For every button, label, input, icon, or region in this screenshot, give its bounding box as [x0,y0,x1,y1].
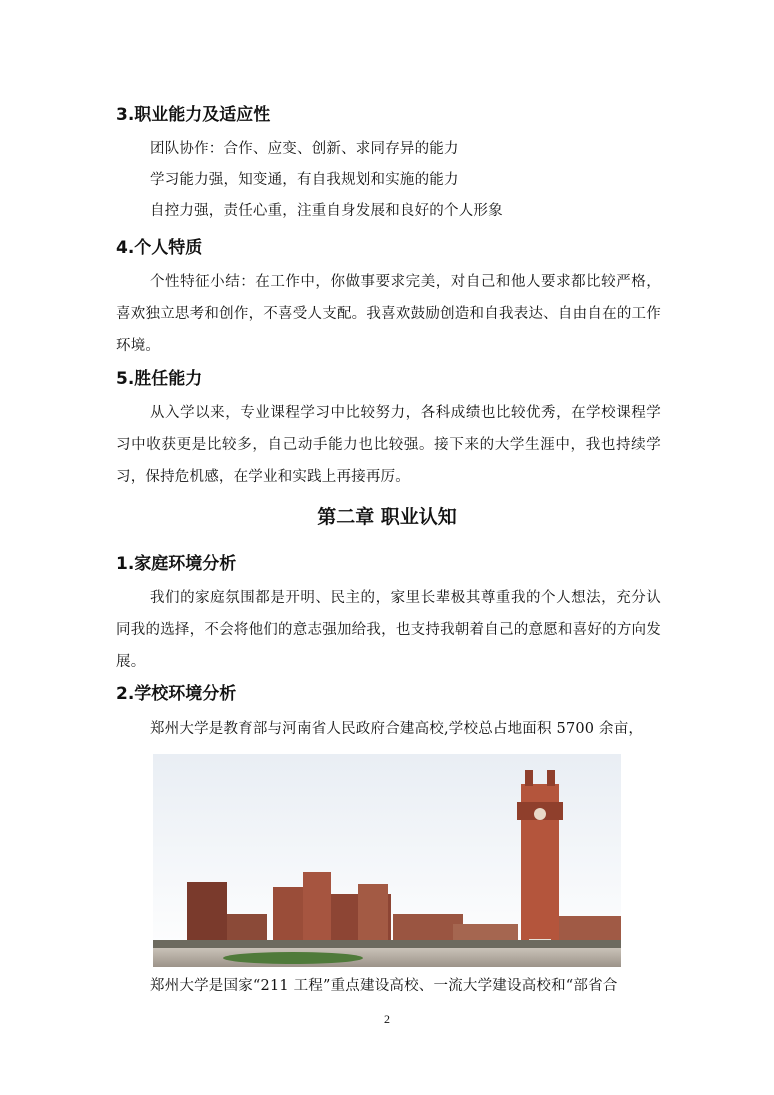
campus-photo [153,754,621,967]
family-paragraph: 我们的家庭氛围都是开明、民主的，家里长辈极其尊重我的个人想法，充分认同我的选择，不会将他们的意志强加给我，也支持我朝着自己的意愿和喜好的方向发展。 [116,590,661,670]
section-heading-school: 2.学校环境分析 [116,684,237,704]
section-heading-family: 1.家庭环境分析 [116,554,237,574]
ability-line-2: 学习能力强，知变通，有自我规划和实施的能力 [150,172,459,188]
competence-paragraph: 从入学以来，专业课程学习中比较努力，各科成绩也比较优秀，在学校课程学习中收获更是比较多，自己动手能力也比较强。接下来的大学生涯中，我也持续学习，保持危机感，在学业和实践上再接再厉。 [116,405,661,485]
chapter-title: 第二章 职业认知 [317,506,457,528]
page-number: 2 [384,1012,390,1026]
school-paragraph-continued: 郑州大学是国家“211 工程”重点建设高校、一流大学建设高校和“部省合 [150,978,618,994]
section-heading-ability: 3.职业能力及适应性 [116,105,271,125]
ability-line-1: 团队协作：合作、应变、创新、求同存异的能力 [150,141,459,157]
school-paragraph-start: 郑州大学是教育部与河南省人民政府合建高校,学校总占地面积 5700 余亩， [150,721,644,737]
ability-line-3: 自控力强，责任心重，注重自身发展和良好的个人形象 [150,203,503,219]
section-heading-traits: 4.个人特质 [116,238,203,258]
traits-paragraph: 个性特征小结：在工作中，你做事要求完美，对自己和他人要求都比较严格，喜欢独立思考和创作，不喜受人支配。我喜欢鼓励创造和自我表达、自由自在的工作环境。 [116,274,661,354]
section-heading-competence: 5.胜任能力 [116,369,203,389]
